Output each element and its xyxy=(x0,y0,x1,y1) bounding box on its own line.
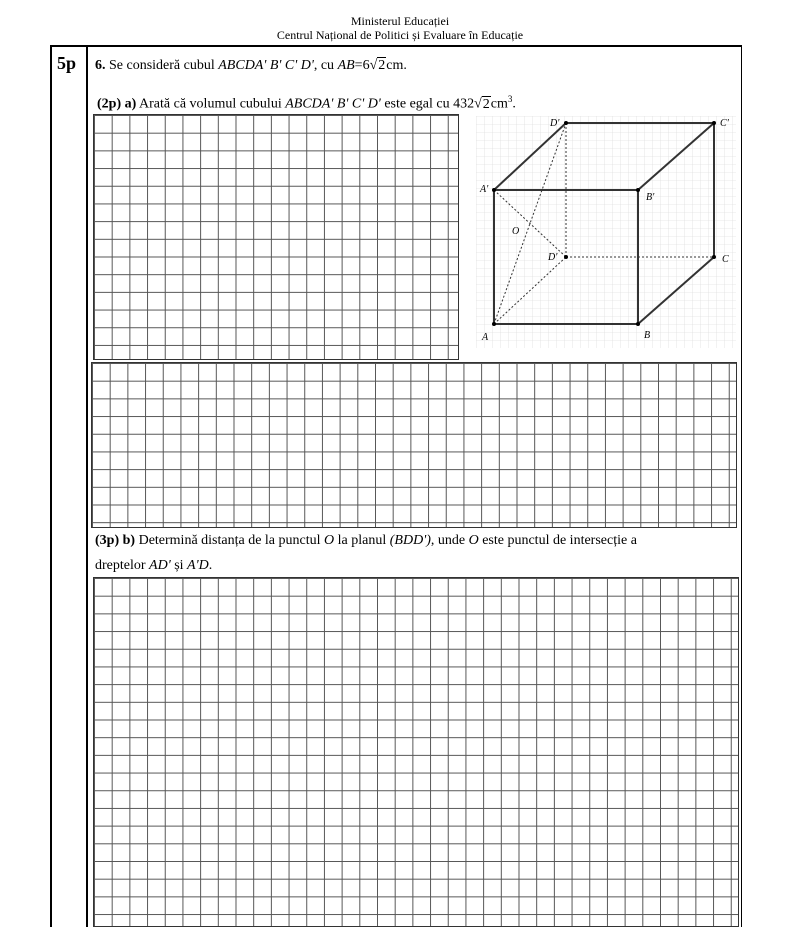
part-a-text-pre: Arată că volumul cubului xyxy=(139,96,282,112)
part-a-cube: ABCDA' B' C' D' xyxy=(285,96,381,112)
part-b-plane: (BDD') xyxy=(389,533,431,548)
part-b-text-mid2: , unde xyxy=(430,533,466,548)
part-a-end: . xyxy=(512,96,516,112)
label-b: B xyxy=(644,330,651,341)
part-b-line2-pre: dreptelor xyxy=(95,558,146,573)
vol-unit: cm xyxy=(490,96,508,112)
cube-figure xyxy=(476,116,736,348)
part-b-line-a1d: A'D xyxy=(187,558,209,573)
part-a-statement: (2p) a) Arată că volumul cubului ABCDA' B' C' D' este egal cu $432√2cm^3$. xyxy=(97,94,516,112)
statement-pre: Se consideră cubul xyxy=(109,58,215,73)
label-c1: C' xyxy=(720,118,729,129)
part-b-text-pre: Determină distanța de la punctul xyxy=(138,533,321,548)
label-c: C xyxy=(722,254,729,265)
answer-grid-a-left[interactable] xyxy=(93,114,459,360)
vol-coef: 432 xyxy=(453,96,475,112)
label-d1: D' xyxy=(550,118,560,129)
statement-end: . xyxy=(403,58,407,73)
header-center: Centrul Național de Politici și Evaluare în Educație xyxy=(276,28,524,42)
part-a-points: (2p) xyxy=(97,96,122,112)
ab-lhs: AB xyxy=(337,58,355,73)
part-b-conj: și xyxy=(174,558,184,573)
ab-unit: cm xyxy=(386,58,404,73)
label-d: D' xyxy=(548,252,558,263)
part-b-statement-line1 xyxy=(95,532,637,550)
ab-eq: =6 xyxy=(354,58,370,73)
part-b-label: b) xyxy=(122,533,136,548)
vol-root: 2 xyxy=(482,96,490,112)
problem-statement: 6. Se consideră cubul ABCDA' B' C' D', cu AB=6√2cm. xyxy=(95,58,407,73)
part-b-end: . xyxy=(208,558,213,573)
answer-grid-a-full[interactable] xyxy=(91,362,737,528)
part-b-text-mid: la planul xyxy=(337,533,387,548)
part-b-statement-line2 xyxy=(95,557,212,575)
part-b-text-end: este punctul de intersecție a xyxy=(482,533,637,548)
answer-grid-b[interactable] xyxy=(93,577,739,927)
ab-root: 2 xyxy=(378,58,386,73)
label-o: O xyxy=(512,226,520,237)
label-a1: A' xyxy=(480,184,489,195)
label-b1: B' xyxy=(646,192,655,203)
cube-name: ABCDA' B' C' D' xyxy=(218,58,314,73)
part-b-point-o: O xyxy=(324,533,335,548)
part-b-points: (3p) xyxy=(95,533,120,548)
part-a-text-mid: este egal cu xyxy=(384,96,450,112)
problem-number: 6. xyxy=(95,58,106,73)
points-total: 5p xyxy=(57,53,77,73)
header-ministry: Ministerul Educației xyxy=(350,14,450,28)
part-b-line-ad: AD' xyxy=(149,558,171,573)
part-a-label: a) xyxy=(124,96,137,112)
label-a: A xyxy=(482,332,489,343)
part-b-point-o2: O xyxy=(468,533,479,548)
column-separator xyxy=(86,45,88,927)
statement-mid: , cu xyxy=(313,58,335,73)
vol-exp: 3 xyxy=(507,94,513,104)
